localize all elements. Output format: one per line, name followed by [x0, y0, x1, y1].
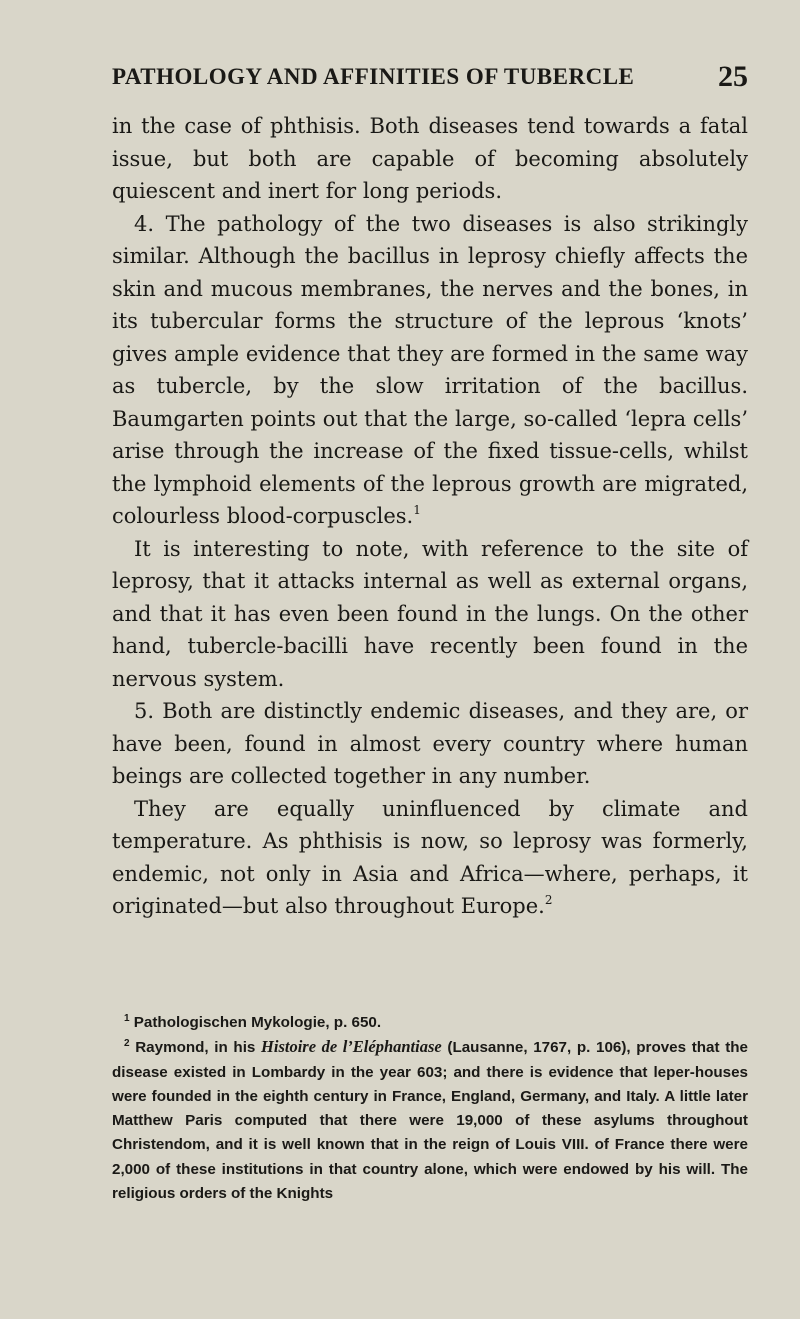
paragraph-1: in the case of phthisis. Both diseases tend towards a fatal issue, but both are capable of becoming absolutely quiescent and inert for long periods. — [112, 114, 748, 203]
paragraph-5: They are equally uninfluenced by climate and temperature. As phthisis is now, so leprosy was formerly, endemic, not only in Asia and Africa—where, perhaps, it originated—but also throughout Europe.$^2$ — [112, 796, 748, 918]
footnote-ref-2: 2 — [544, 893, 553, 907]
paragraph-4: 5. Both are distinctly endemic diseases, and they are, or have been, found in almost every country where human beings are collected together in any number. — [112, 699, 748, 788]
cited-work-title: Histoire de l’Eléphantiase — [261, 1037, 442, 1057]
footnote-1: $^1$ Pathologischen Mykologie, p. 650. — [124, 1013, 382, 1031]
page-number: 25 — [718, 60, 748, 93]
running-title: PATHOLOGY AND AFFINITIES OF TUBERCLE — [112, 64, 635, 89]
footnotes — [112, 1011, 748, 1206]
paragraph-2: 4. The pathology of the two diseases is also strikingly similar. Although the bacillus in leprosy chiefly affects the skin and mucous membranes, the nerves and the bones, in its tubercular forms the structure of the leprous ‘knots’ gives ample evidence that they are formed in the same way as tubercle, by the slow irritation of the bacillus. Baumgarten points out that the large, so-called ‘lepra cells’ arise through the increase of the fixed tissue-cells, whilst the lymphoid elements of the leprous growth are migrated, colourless blood-corpuscles.$^1$ — [112, 211, 748, 528]
footnote-ref-1: 1 — [413, 503, 421, 517]
body-text — [112, 110, 748, 923]
paragraph-3: It is interesting to note, with reference to the site of leprosy, that it attacks internal as well as external organs, and that it has even been found in the lungs. On the other hand, tubercle-bacilli have recently been found in the nervous system. — [112, 536, 748, 691]
footnote-mark-1: 1 — [124, 1013, 130, 1024]
page-header — [112, 60, 748, 100]
footnote-2: $^2$ Raymond, in his Histoire de l’Eléphantiase (Lausanne, 1767, p. 106), proves that the disease existed in Lombardy in the year 603; and there is evidence that leper-houses were founded in the eighth century in France, England, Germany, and Italy. A little later Matthew Paris computed that there were 19,000 of these asylums throughout Christendom, and it is well known that in the reign of Louis VIII. of France there were 2,000 of these institutions in that country alone, which were endowed by his will. The religious orders of the Knights — [112, 1037, 748, 1203]
footnote-mark-2: 2 — [124, 1038, 130, 1050]
